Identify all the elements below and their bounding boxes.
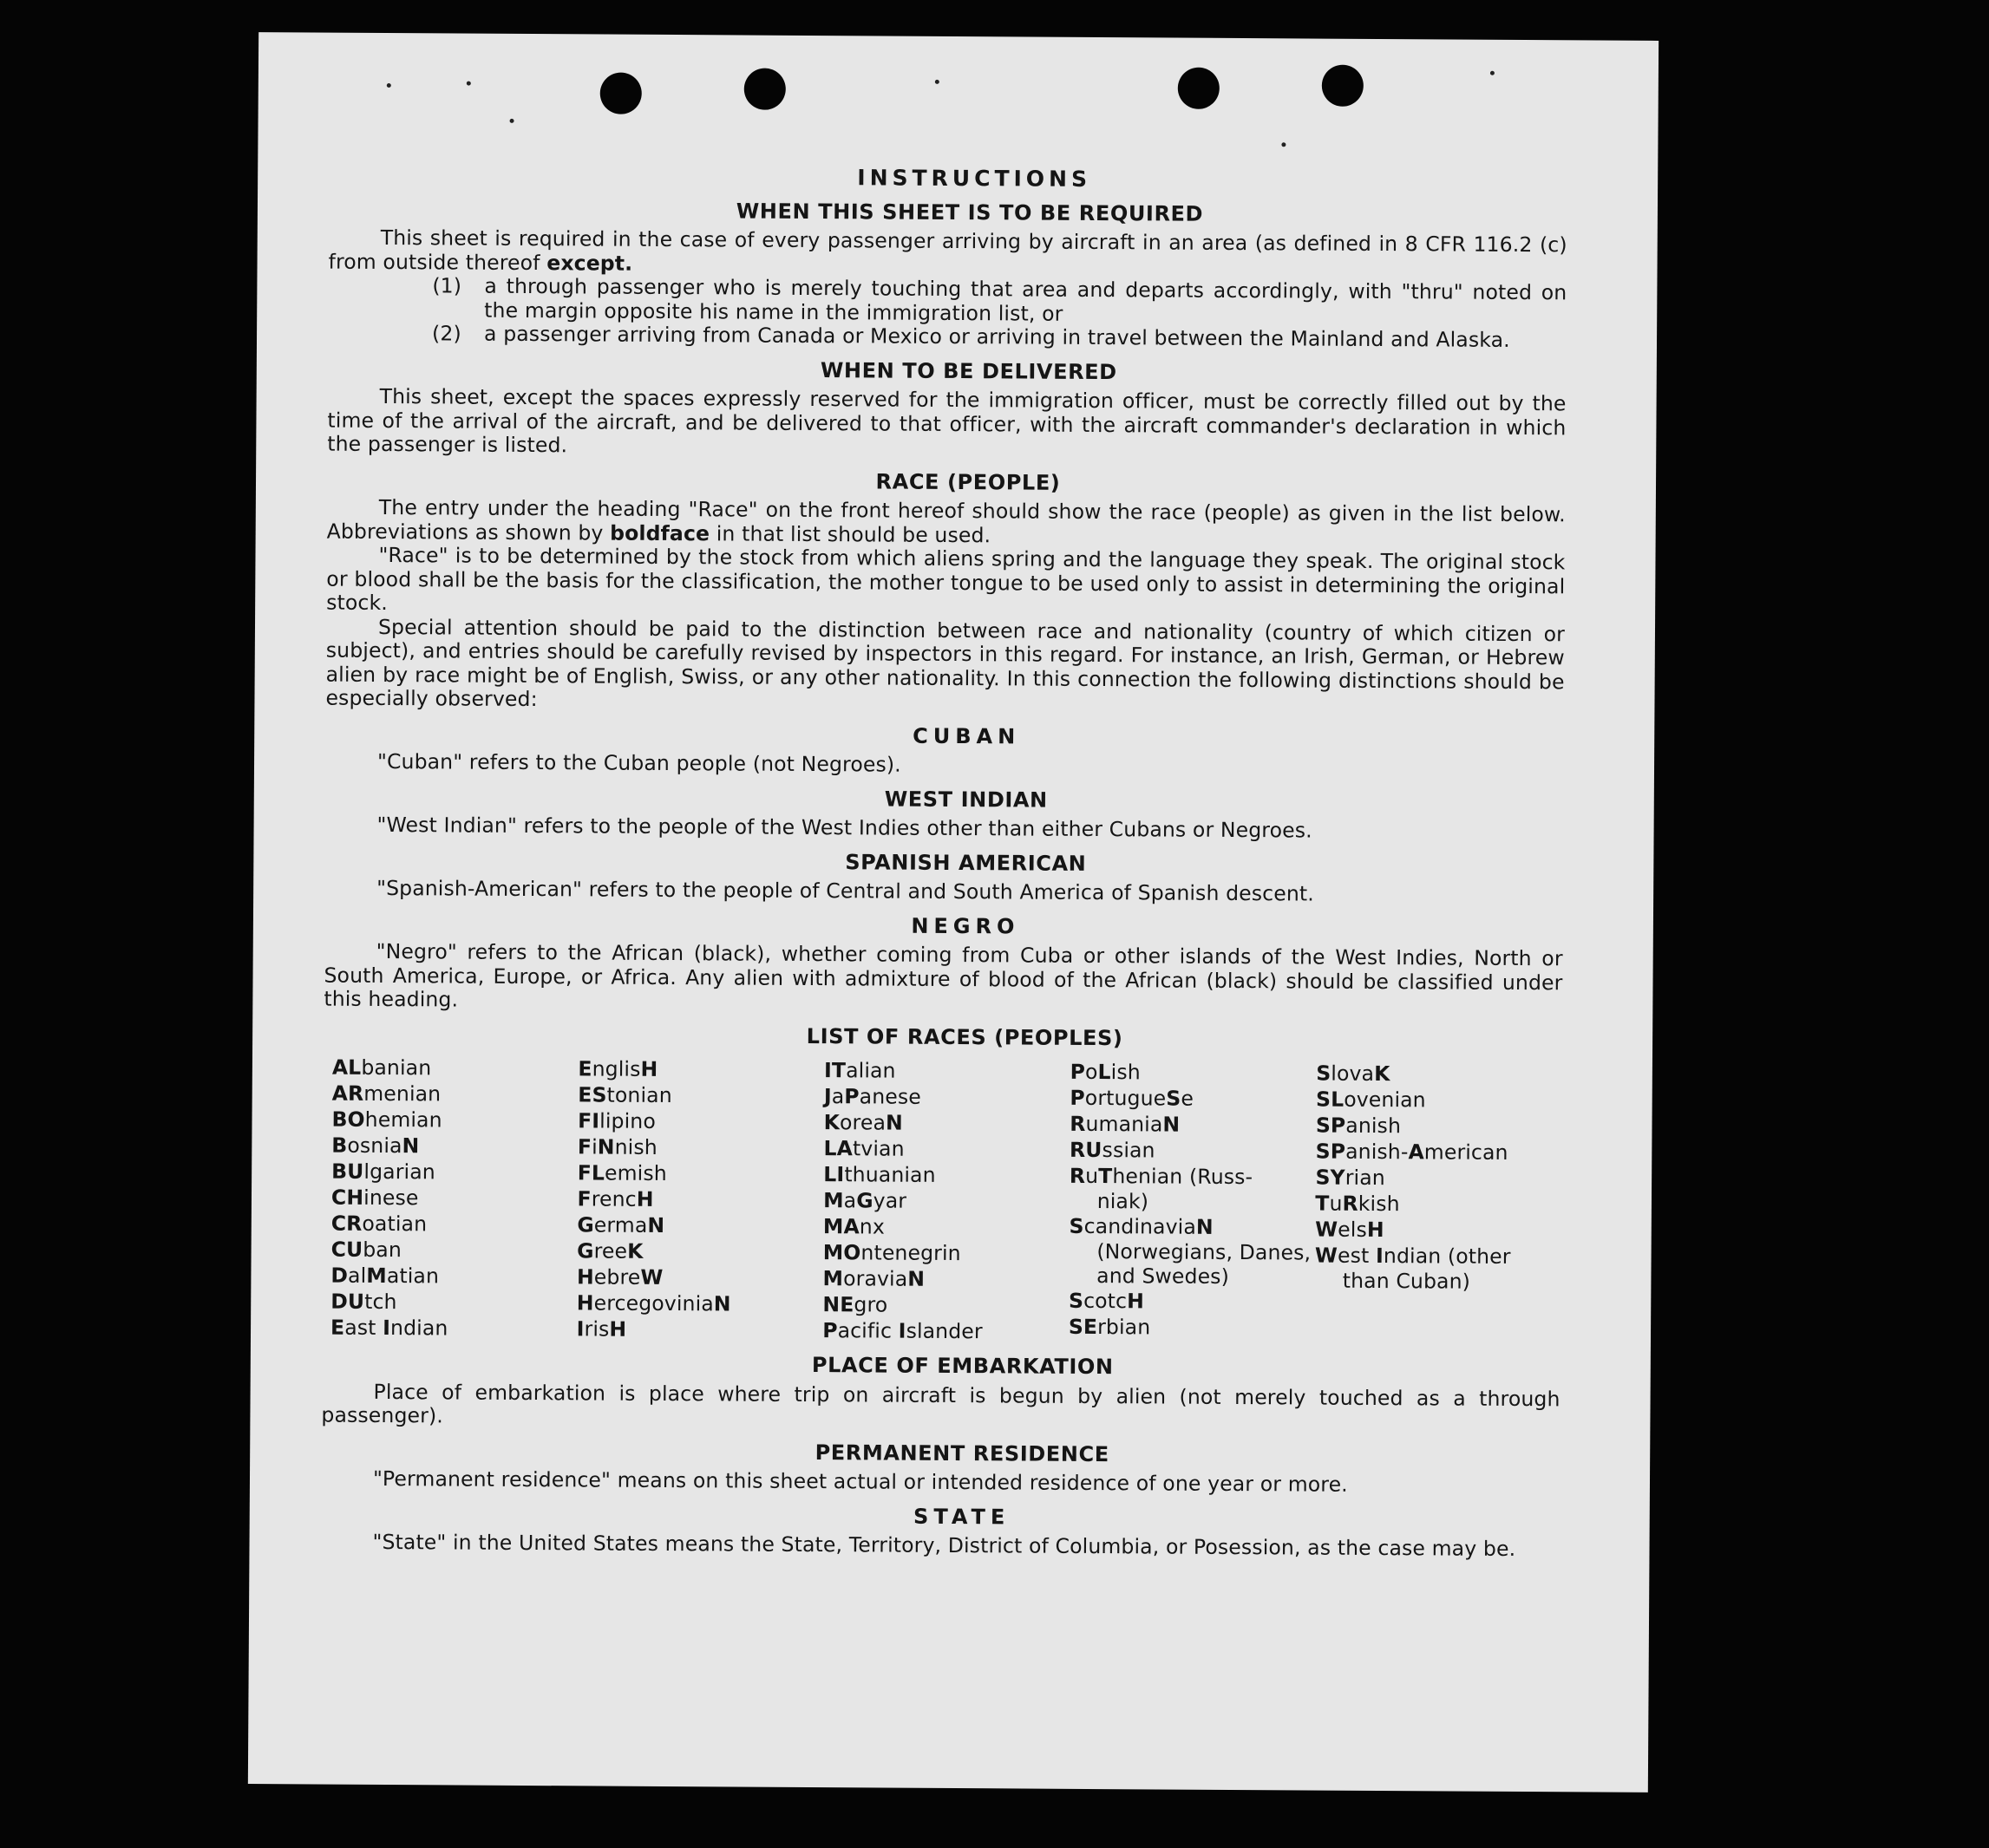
race-text: anish (1345, 1113, 1402, 1139)
race-entry (578, 1055, 824, 1083)
race-text: slander (906, 1318, 983, 1344)
race-text: a (831, 1084, 845, 1109)
race-entry (330, 1263, 577, 1290)
section-heading-embarkation: PLACE OF EMBARKATION (811, 1353, 1114, 1380)
race-abbrev-letters: AR (331, 1081, 364, 1106)
race-abbrev-letters: G (856, 1188, 873, 1213)
race-abbrev-letters: BO (331, 1107, 365, 1132)
dust-speck (935, 80, 939, 84)
race-abbrev-letters: E (330, 1315, 345, 1340)
race-abbrev-letters: A (1408, 1139, 1424, 1165)
race-entry (577, 1264, 823, 1291)
race-entry (578, 1159, 824, 1187)
paragraph-spanish-american: "Spanish-American" refers to the people of Central and South America of Spanish descent. (376, 875, 1315, 906)
race-text: rian (1345, 1165, 1385, 1191)
race-text: ban (363, 1237, 402, 1263)
race-abbrev-letters: FI (578, 1108, 600, 1133)
race-abbrev-letters: E (578, 1056, 592, 1081)
race-text: ssian (1102, 1138, 1155, 1163)
race-entry (1070, 1111, 1316, 1139)
race-entry (824, 1083, 1070, 1111)
race-abbrev-letters: H (576, 1290, 594, 1316)
races-column (1314, 1061, 1562, 1348)
race-text: inese (363, 1185, 419, 1211)
race-abbrev-letters: K (627, 1238, 644, 1264)
race-abbrev-letters: CH (330, 1185, 364, 1210)
race-text: anish- (1345, 1139, 1409, 1165)
race-entry (578, 1107, 824, 1135)
race-abbrev-letters: CR (330, 1211, 363, 1236)
race-abbrev-letters: LA (823, 1136, 854, 1161)
section-heading-negro: NEGRO (911, 913, 1020, 938)
race-abbrev-letters: N (885, 1110, 903, 1135)
race-text: els (1338, 1217, 1367, 1242)
race-entry (578, 1081, 824, 1109)
race-text: e (1181, 1086, 1194, 1111)
race-entry-continuation: (Norwegians, Danes, and Swedes) (1096, 1239, 1312, 1289)
races-column (1069, 1059, 1317, 1347)
except-bold: except. (546, 250, 633, 276)
race-entry (577, 1316, 823, 1343)
race-abbrev-letters: P (844, 1084, 860, 1109)
race-text: henian (Russ- (1112, 1164, 1253, 1190)
race-abbrev-letters: F (577, 1134, 592, 1159)
paragraph-cuban: "Cuban" refers to the Cuban people (not Negroes). (376, 748, 901, 777)
race-abbrev-letters: N (597, 1134, 615, 1159)
race-text: candinavia (1083, 1213, 1197, 1239)
race-text: merican (1423, 1139, 1508, 1165)
race-text: lova (1331, 1061, 1375, 1086)
race-entry (577, 1211, 823, 1239)
race-abbrev-letters: AL (331, 1055, 362, 1080)
race-entry (577, 1237, 823, 1265)
race-text: al (348, 1263, 367, 1288)
race-text: nx (859, 1214, 886, 1239)
race-abbrev-letters: M (822, 1266, 844, 1291)
race-entry (1070, 1163, 1316, 1191)
race-entry (331, 1211, 578, 1238)
dust-speck (1490, 71, 1495, 75)
race-abbrev-letters: P (822, 1318, 838, 1343)
section-heading-spanish-american: SPANISH AMERICAN (845, 849, 1087, 876)
race-abbrev-letters: ES (578, 1082, 607, 1107)
race-entry (823, 1265, 1070, 1293)
instructions-content (320, 163, 1567, 1562)
race-entry (822, 1291, 1069, 1319)
race-abbrev-letters: H (640, 1056, 658, 1081)
race-text: ntenegrin (860, 1240, 961, 1266)
race-entry (1315, 1165, 1561, 1192)
race-entry (1315, 1217, 1561, 1244)
race-text: rbian (1097, 1315, 1151, 1340)
race-abbrev-letters: P (1070, 1085, 1085, 1110)
race-text: lgarian (363, 1159, 435, 1185)
race-abbrev-letters: N (402, 1133, 420, 1159)
race-text: tvian (852, 1136, 905, 1161)
race-text: ortugue (1084, 1085, 1167, 1111)
race-text: est (1337, 1243, 1377, 1268)
race-text: ercegovinia (593, 1290, 714, 1316)
race-abbrev-letters: G (577, 1238, 594, 1264)
races-column (330, 1055, 579, 1342)
race-entry (823, 1135, 1070, 1163)
paragraph-state: "State" in the United States means the State, Territory, District of Columbia, or Posession, as the case may be. (372, 1529, 1516, 1561)
race-entry (1070, 1137, 1316, 1165)
race-entry (1316, 1087, 1562, 1114)
race-entry (822, 1317, 1069, 1345)
paragraph-embarkation: Place of embarkation is place where trip on aircraft is begun by alien (not merely touched as a through passenger). (321, 1379, 1560, 1428)
race-text: banian (361, 1055, 432, 1081)
race-abbrev-letters: DU (330, 1289, 365, 1314)
race-abbrev-letters: RU (1070, 1137, 1102, 1163)
race-abbrev-letters: I (383, 1315, 391, 1341)
paragraph-negro: "Negro" refers to the African (black), whether coming from Cuba or other islands of the West Indies, North or South America, Europe, or Africa. Any alien with admixture of blood of the African (black) should be classified under this heading. (324, 938, 1563, 1012)
race-abbrev-letters: IT (823, 1058, 847, 1083)
section-heading-delivered: WHEN TO BE DELIVERED (820, 357, 1117, 384)
race-entry (331, 1237, 578, 1264)
paragraph-west-indian: "West Indian" refers to the people of the West Indies other than either Cubans or Negroes. (376, 812, 1312, 843)
race-abbrev-letters: H (576, 1264, 594, 1290)
race-abbrev-letters: H (636, 1186, 654, 1211)
races-column (577, 1055, 825, 1343)
race-abbrev-letters: MA (822, 1214, 860, 1239)
race-abbrev-letters: R (1342, 1191, 1358, 1216)
race-abbrev-letters: LI (823, 1162, 845, 1187)
race-abbrev-letters: M (823, 1188, 844, 1213)
race-abbrev-letters: I (576, 1316, 585, 1342)
race-abbrev-letters: I (898, 1318, 906, 1343)
race-text: oravia (843, 1266, 908, 1291)
race-entry (1316, 1113, 1562, 1140)
race-abbrev-letters: SY (1315, 1165, 1345, 1190)
race-text: ris (584, 1316, 610, 1342)
race-abbrev-letters: G (577, 1212, 594, 1237)
race-abbrev-letters: B (331, 1133, 348, 1158)
race-abbrev-letters: D (330, 1263, 349, 1288)
race-abbrev-letters: S (1316, 1061, 1331, 1086)
race-text: tonian (606, 1082, 672, 1108)
race-text: nglis (592, 1056, 641, 1081)
race-entry (823, 1213, 1070, 1241)
section-heading-required: WHEN THIS SHEET IS TO BE REQUIRED (736, 198, 1204, 226)
race-text: alian (846, 1058, 896, 1083)
race-abbrev-letters: N (1195, 1214, 1214, 1239)
race-text: menian (363, 1081, 442, 1107)
race-text: oatian (362, 1211, 428, 1237)
race-abbrev-letters: N (713, 1291, 731, 1316)
race-abbrev-letters: N (1162, 1112, 1181, 1137)
document-sheet (248, 32, 1659, 1792)
race-abbrev-letters: S (1069, 1213, 1084, 1238)
race-abbrev-letters: CU (330, 1237, 363, 1262)
paragraph-race-1: The entry under the heading "Race" on the front hereof should show the race (people) as given in the list below. Abbreviations as shown by boldface in that list should be used. (326, 494, 1566, 547)
race-entry (1069, 1288, 1315, 1316)
section-heading-residence: PERMANENT RESIDENCE (815, 1440, 1109, 1466)
page-title: INSTRUCTIONS (857, 165, 1092, 192)
race-text: ndian (390, 1316, 448, 1341)
race-abbrev-letters: H (609, 1316, 627, 1342)
race-abbrev-letters: L (1097, 1060, 1111, 1085)
race-abbrev-letters: NE (822, 1292, 854, 1317)
section-heading-list-of-races: LIST OF RACES (PEOPLES) (806, 1023, 1123, 1050)
race-entry (1070, 1059, 1317, 1087)
dust-speck (467, 82, 471, 86)
race-text: thuanian (844, 1162, 936, 1187)
race-text: atian (386, 1264, 440, 1289)
race-abbrev-letters: W (1314, 1243, 1338, 1268)
race-text: nish (614, 1134, 658, 1159)
race-text: hemian (364, 1107, 442, 1133)
section-heading-cuban: CUBAN (913, 723, 1021, 748)
race-text: renc (591, 1186, 637, 1211)
race-entry (823, 1239, 1070, 1267)
race-abbrev-letters: W (640, 1264, 664, 1290)
exception-item-2: (2) a passenger arriving from Canada or Mexico or arriving in travel between the Mainland and Alaska. (431, 321, 1510, 352)
race-entry (1070, 1085, 1316, 1113)
race-abbrev-letters: K (1374, 1061, 1390, 1087)
race-text: acific (837, 1318, 899, 1343)
race-abbrev-letters: S (1068, 1288, 1084, 1313)
dust-speck (1281, 142, 1286, 147)
race-text: orea (839, 1110, 887, 1135)
race-entry (1315, 1243, 1561, 1270)
race-text: erma (593, 1212, 648, 1237)
race-text: ish (1110, 1060, 1141, 1085)
race-abbrev-letters: K (823, 1110, 841, 1135)
race-entry (1316, 1139, 1562, 1166)
paragraph-race-2: "Race" is to be determined by the stock from which aliens spring and the language they speak. The original stock or blood shall be the basis for the classification, the mother tongue to be used only to assist in determining the original stock. (326, 542, 1566, 616)
race-entry (1315, 1191, 1561, 1218)
race-text: ree (593, 1238, 628, 1264)
race-abbrev-letters: F (577, 1186, 592, 1211)
section-heading-state: STATE (913, 1504, 1011, 1529)
race-entry (332, 1055, 579, 1082)
race-entry (330, 1315, 577, 1342)
race-entry (331, 1107, 578, 1134)
race-text: o (1084, 1059, 1098, 1085)
punch-hole (1322, 65, 1364, 107)
race-entry (332, 1081, 579, 1108)
race-entry (578, 1133, 824, 1161)
race-text: umania (1085, 1111, 1163, 1137)
race-text: i (592, 1134, 598, 1159)
race-abbrev-letters: S (1166, 1086, 1181, 1111)
paragraph-residence: "Permanent residence" means on this sheet actual or intended residence of one year or more. (372, 1466, 1348, 1497)
punch-hole (600, 72, 642, 114)
race-abbrev-letters: T (1098, 1164, 1113, 1189)
race-text: a (843, 1188, 857, 1213)
paragraph-delivered: This sheet, except the spaces expressly reserved for the immigration officer, must be correctly filled out by the time of the arrival of the aircraft, and be delivered to that officer, with the aircraft commander's declaration in which the passenger is listed. (327, 383, 1567, 458)
race-entry (331, 1159, 578, 1186)
race-text: ovenian (1344, 1087, 1426, 1113)
races-list (322, 1055, 1562, 1348)
race-abbrev-letters: SL (1315, 1087, 1345, 1112)
race-abbrev-letters: H (1366, 1217, 1384, 1243)
race-abbrev-letters: P (1070, 1059, 1086, 1084)
section-heading-west-indian: WEST INDIAN (884, 787, 1048, 813)
race-text: gro (854, 1292, 888, 1317)
race-entry (577, 1185, 823, 1213)
race-abbrev-letters: SP (1315, 1139, 1346, 1164)
race-text: ast (344, 1315, 383, 1340)
punch-hole (744, 69, 786, 110)
race-text: cotc (1083, 1288, 1128, 1314)
race-abbrev-letters: SE (1068, 1314, 1098, 1340)
race-text: ndian (other (1383, 1244, 1511, 1269)
race-text: u (1329, 1191, 1343, 1216)
race-entry (577, 1290, 823, 1317)
race-entry (823, 1161, 1070, 1189)
race-entry (1069, 1314, 1315, 1342)
exception-item-1: (1) a through passenger who is merely touching that area and departs accordingly, with "thru" noted on the margin opposite his name in the immigration list, or (432, 273, 1567, 326)
race-entry (1316, 1061, 1562, 1088)
race-abbrev-letters: BU (331, 1159, 364, 1184)
race-abbrev-letters: T (1315, 1191, 1330, 1216)
paragraph-required-intro: This sheet is required in the case of every passenger arriving by aircraft in an area (as defined in 8 CFR 116.2 (c) from outside thereof except. (328, 225, 1567, 276)
race-abbrev-letters: J (823, 1084, 832, 1109)
race-abbrev-letters: I (1375, 1243, 1384, 1269)
race-text: u (1085, 1163, 1099, 1189)
race-entry (330, 1289, 577, 1316)
section-heading-race: RACE (PEOPLE) (875, 468, 1061, 495)
race-text: kish (1358, 1191, 1400, 1217)
race-abbrev-letters: H (1127, 1289, 1145, 1314)
race-entry (823, 1187, 1070, 1215)
race-text: emish (604, 1160, 667, 1185)
race-text: tch (364, 1289, 397, 1315)
race-abbrev-letters: R (1070, 1111, 1086, 1136)
race-abbrev-letters: FL (577, 1160, 605, 1185)
paragraph-race-3: Special attention should be paid to the distinction between race and nationality (country of which citizen or subject), and entries should be carefully revised by inspectors in this regard. For instance, an Irish, German, or Hebrew alien by race might be of English, Swiss, or any other nationality. In this connection the following distinctions should be especially observed: (325, 614, 1566, 712)
race-entry (331, 1133, 578, 1160)
race-entry (331, 1185, 578, 1212)
race-text: anese (859, 1084, 922, 1109)
race-text: yar (873, 1188, 907, 1213)
race-abbrev-letters: N (907, 1266, 926, 1291)
punch-hole (1178, 68, 1220, 109)
race-text: lipino (599, 1108, 656, 1133)
dust-speck (387, 83, 391, 88)
race-abbrev-letters: N (647, 1212, 665, 1237)
race-abbrev-letters: MO (822, 1240, 861, 1265)
race-entry-continuation: than Cuban) (1342, 1268, 1471, 1294)
race-text: osnia (347, 1133, 402, 1159)
race-abbrev-letters: M (366, 1263, 387, 1289)
race-abbrev-letters: W (1315, 1217, 1338, 1242)
race-text: ebre (593, 1264, 641, 1290)
race-abbrev-letters: R (1069, 1163, 1086, 1188)
race-abbrev-letters: SP (1315, 1113, 1346, 1138)
race-entry-continuation: niak) (1096, 1189, 1149, 1214)
races-column (822, 1057, 1070, 1345)
race-entry (824, 1109, 1070, 1137)
race-entry (1069, 1213, 1315, 1241)
race-entry (824, 1057, 1070, 1085)
dust-speck (510, 119, 514, 123)
